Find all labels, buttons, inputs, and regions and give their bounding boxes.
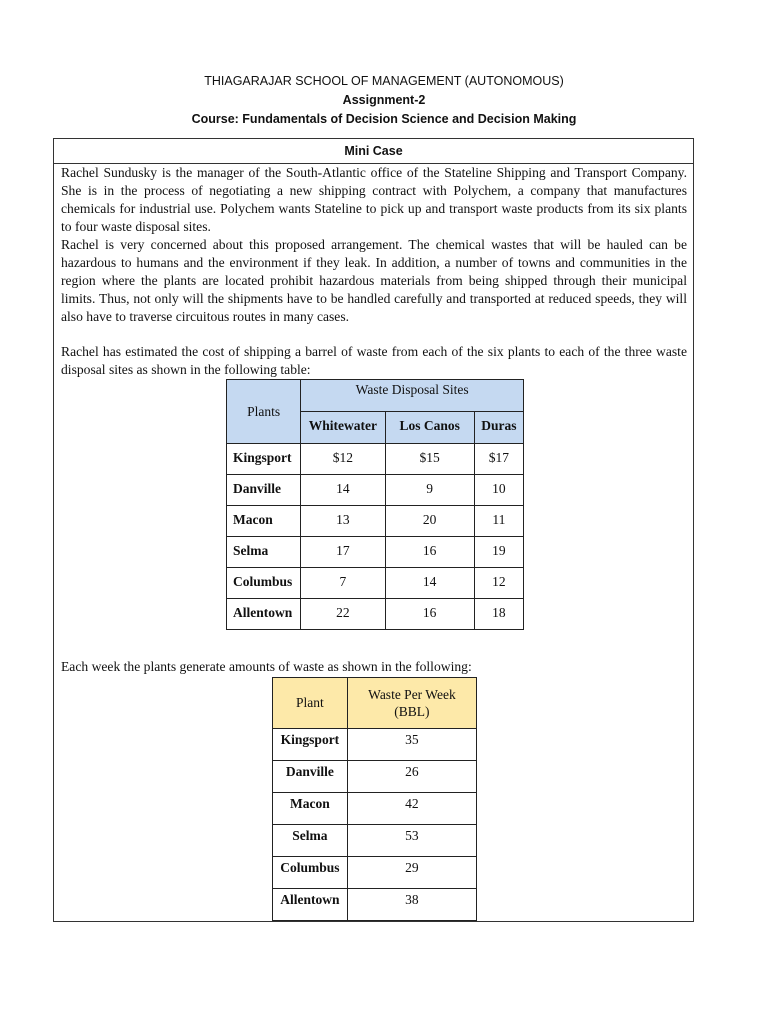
table-row <box>227 444 524 475</box>
row-header: Columbus <box>273 857 348 889</box>
table-cell: 38 <box>347 889 476 921</box>
table-row <box>273 793 477 825</box>
column-header: Duras <box>474 412 523 444</box>
table-cell: 29 <box>347 857 476 889</box>
table-cell: 10 <box>474 475 523 506</box>
column-header: Whitewater <box>301 412 385 444</box>
case-paragraph-2: Rachel is very concerned about this proposed arrangement. The chemical wastes that will be hauled can be hazardous to humans and the environment if they leak. In addition, a number of towns and communities in the region where the plants are located prohibit hazardous materials from being shipped through their municipal limits. Thus, not only will the shipments have to be handled carefully and transported at reduced speeds, they will also have to traverse circuitous routes in many cases. <box>61 237 687 324</box>
mini-case-title: Mini Case <box>54 139 693 164</box>
waste-header-line-2: (BBL) <box>394 704 430 719</box>
assignment-title: Assignment-2 <box>342 93 426 107</box>
row-header: Selma <box>227 537 301 568</box>
table-cell: $12 <box>301 444 385 475</box>
waste-per-week-header <box>347 678 476 729</box>
column-header: Los Canos <box>385 412 474 444</box>
case-paragraph-1: Rachel Sundusky is the manager of the South-Atlantic office of the Stateline Shipping and Transport Company. She is in the process of negotiating a new shipping contract with Polychem, a company that manufactures chemicals for industrial use. Polychem wants Stateline to pick up and transport waste products from its six plants to four waste disposal sites. <box>61 165 687 234</box>
table-cell: 42 <box>347 793 476 825</box>
row-header: Macon <box>227 506 301 537</box>
table-cell: 18 <box>474 599 523 630</box>
table-cell: 53 <box>347 825 476 857</box>
row-header: Kingsport <box>273 729 348 761</box>
table-cell: 11 <box>474 506 523 537</box>
table-row <box>273 761 477 793</box>
shipping-cost-table <box>226 379 524 630</box>
table-cell: 13 <box>301 506 385 537</box>
table-cell: 26 <box>347 761 476 793</box>
table-row <box>273 857 477 889</box>
table-cell: 7 <box>301 568 385 599</box>
table-row <box>227 506 524 537</box>
table-cell: 12 <box>474 568 523 599</box>
row-header: Selma <box>273 825 348 857</box>
waste-header-line-1: Waste Per Week <box>368 687 456 702</box>
table-row <box>227 475 524 506</box>
table-cell: 9 <box>385 475 474 506</box>
table-row <box>227 599 524 630</box>
table-cell: 14 <box>385 568 474 599</box>
table-cell: $17 <box>474 444 523 475</box>
table-cell: 17 <box>301 537 385 568</box>
table-row <box>273 889 477 921</box>
row-header: Kingsport <box>227 444 301 475</box>
disposal-sites-header: Waste Disposal Sites <box>301 380 524 412</box>
school-name: THIAGARAJAR SCHOOL OF MANAGEMENT (AUTONOMOUS) <box>204 74 564 88</box>
plant-header: Plant <box>273 678 348 729</box>
weekly-waste-table <box>272 677 477 921</box>
row-header: Macon <box>273 793 348 825</box>
course-title: Course: Fundamentals of Decision Science and Decision Making <box>191 112 577 126</box>
case-paragraph-3: Rachel has estimated the cost of shipping a barrel of waste from each of the six plants to each of the three waste disposal sites as shown in the following table: <box>61 344 687 377</box>
table-cell: 16 <box>385 537 474 568</box>
table-row <box>273 825 477 857</box>
table-row <box>227 568 524 599</box>
table-row <box>227 537 524 568</box>
table-cell: 14 <box>301 475 385 506</box>
row-header: Allentown <box>227 599 301 630</box>
table-cell: $15 <box>385 444 474 475</box>
case-paragraph-4: Each week the plants generate amounts of waste as shown in the following: <box>61 659 472 674</box>
table-row <box>273 729 477 761</box>
table-cell: 20 <box>385 506 474 537</box>
row-header: Columbus <box>227 568 301 599</box>
row-header: Allentown <box>273 889 348 921</box>
plants-header: Plants <box>227 380 301 444</box>
table-cell: 16 <box>385 599 474 630</box>
row-header: Danville <box>227 475 301 506</box>
row-header: Danville <box>273 761 348 793</box>
table-cell: 22 <box>301 599 385 630</box>
table-cell: 35 <box>347 729 476 761</box>
mini-case-frame <box>53 138 694 922</box>
table-cell: 19 <box>474 537 523 568</box>
